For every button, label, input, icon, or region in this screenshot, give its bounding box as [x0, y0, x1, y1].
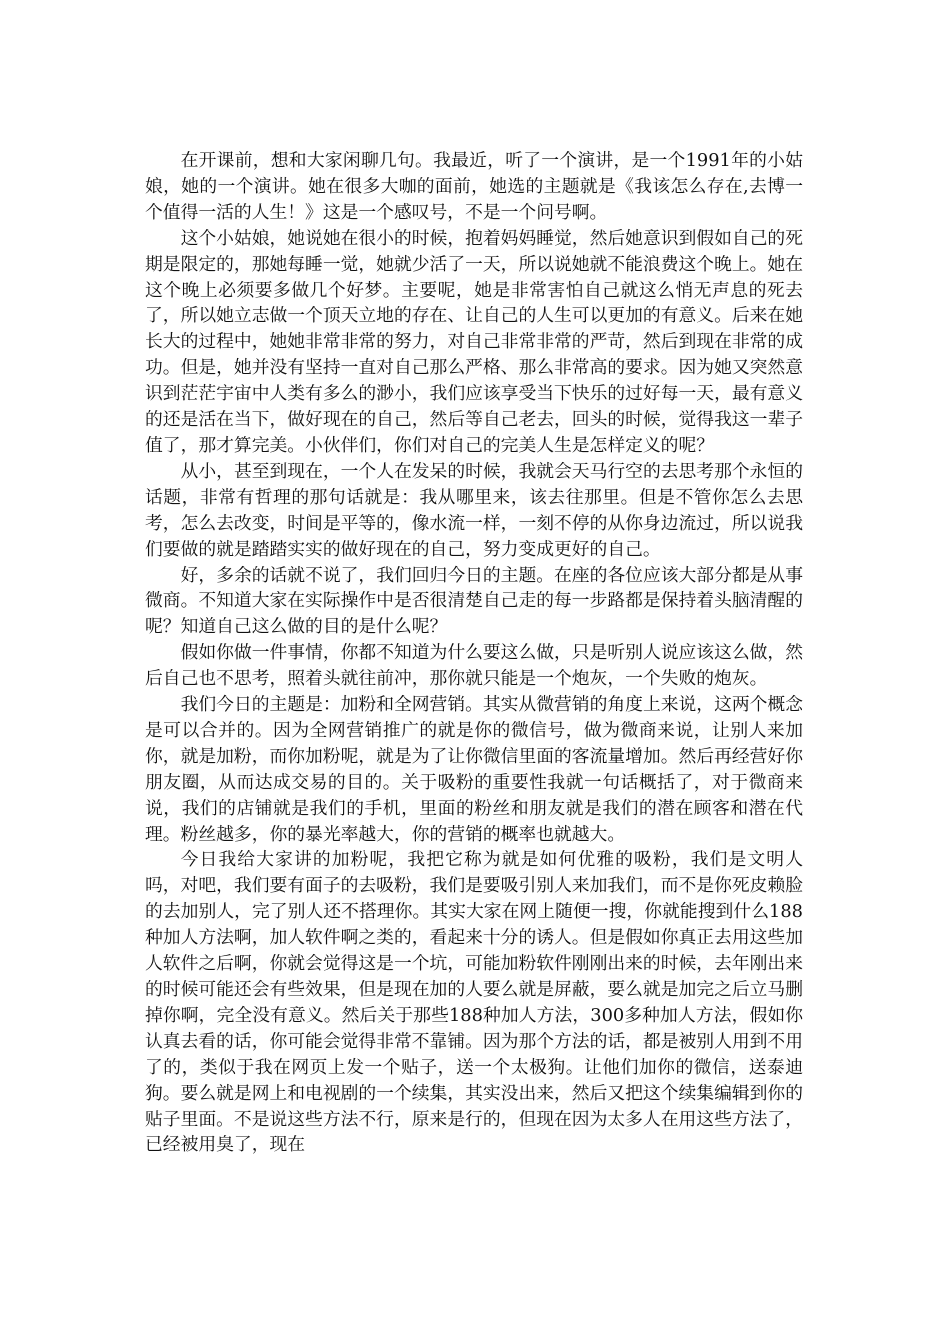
paragraph-cannon-fodder: 假如你做一件事情，你都不知道为什么要这么做，只是听别人说应该这么做，然后自己也不思考，照着头就往前冲，那你就只能是一个炮灰，一个失败的炮灰。: [145, 642, 803, 690]
paragraph-topic-return: 好，多余的话就不说了，我们回归今日的主题。在座的各位应该大部分都是从事微商。不知道大家在实际操作中是否很清楚自己走的每一步路都是保持着头脑清醒的呢？知道自己这么做的目的是什么呢？: [145, 564, 803, 638]
paragraph-intro: 在开课前，想和大家闲聊几句。我最近，听了一个演讲，是一个1991年的小姑娘，她的一个演讲。她在很多大咖的面前，她选的主题就是《我该怎么存在,去博一个值得一活的人生！》这是一个感叹号，不是一个问号啊。: [145, 150, 803, 223]
paragraph-philosophy: 从小，甚至到现在，一个人在发呆的时候，我就会天马行空的去思考那个永恒的话题，非常有哲理的那句话就是：我从哪里来，该去往那里。但是不管你怎么去思考，怎么去改变，时间是平等的，像水流一样，一刻不停的从你身边流过，所以说我们要做的就是踏踏实实的做好现在的自己，努力变成更好的自己。: [145, 460, 803, 560]
paragraph-girl-story: 这个小姑娘，她说她在很小的时候，抱着妈妈睡觉，然后她意识到假如自己的死期是限定的，那她每睡一觉，她就少活了一天，所以说她就不能浪费这个晚上。她在这个晚上必须要多做几个好梦。主要呢，她是非常害怕自己就这么悄无声息的死去了，所以她立志做一个顶天立地的存在、让自己的人生可以更加的有意义。后来在她长大的过程中，她她非常非常的努力，对自己非常非常的严苛，然后到现在非常的成功。但是，她并没有坚持一直对自己那么严格、那么非常高的要求。因为她又突然意识到茫茫宇宙中人类有多么的渺小，我们应该享受当下快乐的过好每一天，最有意义的还是活在当下，做好现在的自己，然后等自己老去，回头的时候，觉得我这一辈子值了，那才算完美。小伙伴们，你们对自己的完美人生是怎样定义的呢？: [145, 227, 803, 456]
document-body: [145, 148, 803, 1158]
paragraph-elegant-fans: 今日我给大家讲的加粉呢，我把它称为就是如何优雅的吸粉，我们是文明人 吗，对吧，我们要有面子的去吸粉，我们是要吸引别人来加我们，而不是你死皮赖脸的去加别人，完了别人还不搭理你。其实大家在网上随便一搜，你就能搜到什么188种加人方法啊，加人软件啊之类的，看起来十分的诱人。但是假如你真正去用这些加人软件之后啊，你就会觉得这是一个坑，可能加粉软件刚刚出来的时候，去年刚出来的时候可能还会有些效果，但是现在加的人要么就是屏蔽，要么就是加完之后立马删掉你啊，完全没有意义。然后关于那些188种加人方法，300多种加人方法，假如你认真去看的话，你可能会觉得非常不靠铺。因为那个方法的话，都是被别人用到不用了的，类似于我在网页上发一个贴子，送一个太极狗。让他们加你的微信，送泰迪狗。要么就是网上和电视剧的一个续集，其实没出来，然后又把这个续集编辑到你的贴子里面。不是说这些方法不行，原来是行的，但现在因为太多人在用这些方法了，已经被用臭了，现在: [145, 849, 803, 1156]
paragraph-todays-topic: 我们今日的主题是：加粉和全网营销。其实从微营销的角度上来说，这两个概念是可以合并的。因为全网营销推广的就是你的微信号，做为微商来说，让别人来加你，就是加粉，而你加粉呢，就是为了让你微信里面的客流量增加。然后再经营好你朋友圈，从而达成交易的目的。关于吸粉的重要性我就一句话概括了，对于微商来说，我们的店铺就是我们的手机，里面的粉丝和朋友就是我们的潜在顾客和潜在代理。粉丝越多，你的暴光率越大，你的营销的概率也就越大。: [145, 694, 803, 845]
